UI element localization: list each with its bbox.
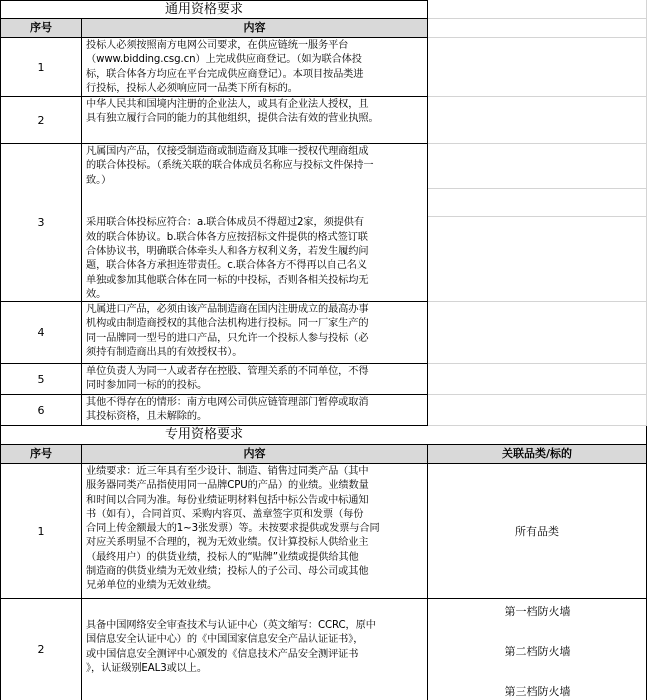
col-header-num[interactable]: 序号 <box>0 445 82 464</box>
empty-cell[interactable] <box>428 97 647 144</box>
row-number[interactable]: 1 <box>0 38 82 97</box>
row-number[interactable]: 5 <box>0 364 82 395</box>
requirement-text[interactable]: 单位负责人为同一人或者存在控股、管理关系的不同单位，不得 同时参加同一标的的投标。 <box>82 364 428 395</box>
requirement-text[interactable]: 业绩要求：近三年具有至少设计、制造、销售过同类产品（其中 服务器同类产品指使用同一品牌CPU的产品）的业绩。业绩数量 和时间以合同为准。每份业绩证明材料包括中标公告或中标通知 书（如有），合同首页、采购内容页、盖章签字页和发票（每份 合同上传金额最大的1~3张发票）等。未按要求提供或发票与合同 对应关系明显不合理的，视为无效业绩。仅计算投标人供给业主 （最终用户）的供货业绩，投标人的“贴牌”业绩或提供给其他 制造商的供货业绩为无效业绩；投标人的子公司、母公司或其他 兄弟单位的业绩为无效业绩。 <box>82 464 428 599</box>
empty-cell[interactable] <box>428 189 647 217</box>
general-requirements-title[interactable]: 通用资格要求 <box>0 0 428 19</box>
requirement-text[interactable]: 具备中国网络安全审查技术与认证中心（英文缩写：CCRC，原中 国信息安全认证中心）的《中国国家信息安全产品认证证书》， 或中国信息安全测评中心颁发的《信息技术产品安全测评证书 》，认证级别EAL3或以上。 <box>82 599 428 700</box>
row-number[interactable]: 4 <box>0 302 82 364</box>
col-header-content[interactable]: 内容 <box>82 445 428 464</box>
category-item: 第三档防火墙 <box>504 685 571 698</box>
col-header-num[interactable]: 序号 <box>0 19 82 38</box>
row-number[interactable]: 6 <box>0 395 82 426</box>
row-number[interactable]: 1 <box>0 464 82 599</box>
category-cell[interactable] <box>428 599 647 700</box>
empty-cell[interactable] <box>428 19 647 38</box>
empty-cell[interactable] <box>428 395 647 426</box>
empty-cell[interactable] <box>428 144 647 189</box>
requirement-text[interactable]: 中华人民共和国境内注册的企业法人，或具有企业法人授权，且 具有独立履行合同的能力的其他组织，提供合法有效的营业执照。 <box>82 97 428 144</box>
empty-cell[interactable] <box>428 217 647 302</box>
row-number[interactable]: 2 <box>0 97 82 144</box>
category-cell[interactable]: 所有品类 <box>428 464 647 599</box>
empty-cell[interactable] <box>428 38 647 97</box>
col-header-category[interactable]: 关联品类/标的 <box>428 445 647 464</box>
requirement-text[interactable]: 凡属国内产品，仅接受制造商或制造商及其唯一授权代理商组成 的联合体投标。（系统关联的联合体成员名称应与投标文件保持一 致。） 采用联合体投标应符合：a.联合体成员不得超过2家，须提供有 效的联合体协议。b.联合体各方应按招标文件提供的格式签订联 合体协议书，明确联合体牵头人和各方权利义务，若发生履约问 题，联合体各方承担连带责任。c.联合体各方不得再以自己名义 单独或参加其他联合体在同一标的中投标，否则各相关投标均无 效。 <box>82 144 428 302</box>
empty-cell[interactable] <box>428 364 647 395</box>
requirement-text[interactable]: 其他不得存在的情形：南方电网公司供应链管理部门暂停或取消 其投标资格，且未解除的。 <box>82 395 428 426</box>
requirement-text[interactable]: 凡属进口产品，必须由该产品制造商在国内注册成立的最高办事 机构或由制造商授权的其他合法机构进行投标。同一厂家生产的 同一品牌同一型号的进口产品，只允许一个投标人参与投标（必 须持有制造商出具的有效授权书）。 <box>82 302 428 364</box>
requirement-text[interactable]: 投标人必须按照南方电网公司要求，在供应链统一服务平台 （www.bidding.csg.cn）上完成供应商登记。（如为联合体投 标，联合体各方均应在平台完成供应商登记）。本项目按品类进 行投标，投标人必须响应同一品类下所有标的。 <box>82 38 428 97</box>
col-header-content[interactable]: 内容 <box>82 19 428 38</box>
category-item: 第二档防火墙 <box>504 645 571 658</box>
empty-cell[interactable] <box>428 0 647 19</box>
row-number[interactable]: 2 <box>0 599 82 700</box>
category-item: 第一档防火墙 <box>504 605 571 618</box>
row-number[interactable]: 3 <box>0 144 82 302</box>
special-requirements-title[interactable]: 专用资格要求 <box>0 426 647 445</box>
empty-cell[interactable] <box>428 302 647 364</box>
